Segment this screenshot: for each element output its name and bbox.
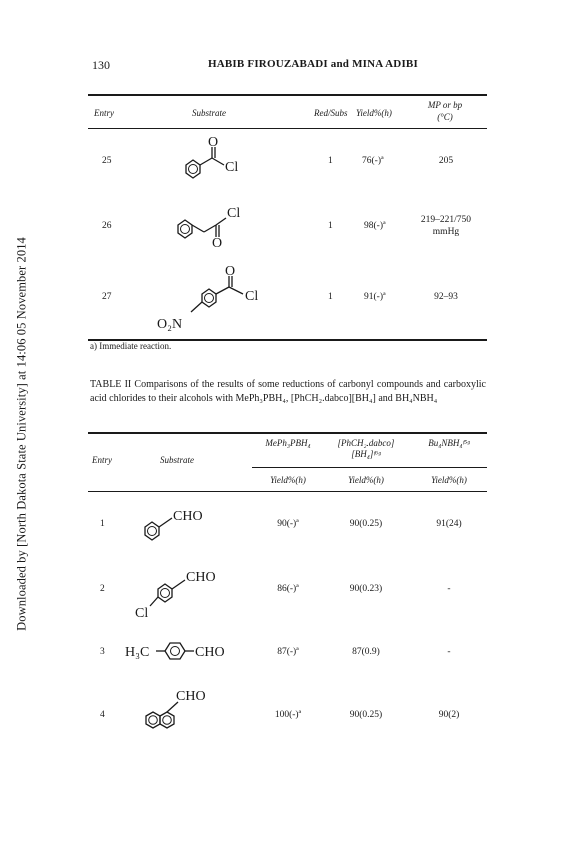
t2-subheader-3: Yield%(h) [431,475,467,485]
t1-row25-entry: 25 [102,156,112,166]
t2-row1-yield2: 90(0.25) [349,519,383,529]
t1-header-mp: MP or bp [427,100,463,110]
t2-header-col2b: [BH₄]ᶠ⁶ᵍ [351,449,381,459]
tolualdehyde-structure [125,638,250,668]
t1-row27-oxygen-label: O [225,264,236,279]
t2-row3-entry: 3 [100,647,105,657]
t2-row3-yield3: - [447,647,451,657]
t1-row25-mp: 205 [438,156,454,166]
t2-row3-h3c-label: H₃C [125,645,150,660]
t2-row2-yield2: 90(0.23) [349,584,383,594]
t1-row26-ratio: 1 [328,221,333,231]
page-number: 130 [92,58,110,72]
t2-row1-cho-label: CHO [173,509,203,524]
t2-subheader-1: Yield%(h) [270,475,306,485]
t2-row2-cl-label: Cl [135,606,149,621]
t1-header-mp-unit: (°C) [437,112,453,122]
t2-header-substrate: Substrate [160,455,195,465]
t1-row25-oxygen-label: O [208,135,219,150]
t1-header-yield: Yield%(h) [356,108,392,118]
t2-header-col1: MePh₃PBH₄ [265,438,311,448]
t1-row27-ratio: 1 [328,292,333,302]
t2-row1-yield1: 90(-)ª [277,519,299,529]
t1-footnote: a) Immediate reaction. [90,341,172,351]
table2-top-rule [88,432,487,434]
t2-row3-cho-label: CHO [195,645,225,660]
t2-header-col3: Bu₄NBH₄ᶠ⁵ᵍ [428,438,470,448]
table1-top-rule [88,94,487,96]
benzaldehyde-structure [140,500,250,550]
t2-row4-yield3: 90(2) [438,710,460,720]
naphthaldehyde-structure [140,686,250,736]
chlorobenzaldehyde-structure [130,562,250,622]
t2-row2-yield1: 86(-)ª [277,584,299,594]
t1-row26-entry: 26 [102,221,112,231]
t2-row4-cho-label: CHO [176,689,206,704]
t1-header-substrate: Substrate [192,108,227,118]
t1-row27-entry: 27 [102,292,112,302]
t1-row26-cl-label: Cl [227,206,241,221]
t2-row3-yield1: 87(-)ª [277,647,299,657]
t1-row26-bp: 219–221/750 [420,215,472,225]
t2-row3-yield2: 87(0.9) [352,647,380,657]
download-notice-text: Downloaded by [North Dakota State University] at 14:06 05 November 2014 [14,237,29,631]
t1-row26-oxygen-label: O [212,236,223,251]
t2-row4-yield1: 100(-)ª [274,710,302,720]
running-head: HABIB FIROUZABADI and MINA ADIBI [208,58,418,70]
phenylacetyl-chloride-structure [170,200,270,250]
t1-row25-yield: 76(-)ª [362,156,384,166]
t1-row27-yield: 91(-)ª [364,292,386,302]
t1-row27-mp: 92–93 [434,292,458,302]
table1-header-rule [88,128,487,129]
t1-row25-cl-label: Cl [225,160,239,175]
t2-header-col2a: [PhCH₂.dabco] [337,438,395,448]
t2-row2-cho-label: CHO [186,570,216,585]
t2-row2-entry: 2 [100,584,105,594]
t1-row27-cl-label: Cl [245,289,259,304]
t2-subheader-2: Yield%(h) [348,475,384,485]
t2-row4-yield2: 90(0.25) [349,710,383,720]
t1-row26-bp-unit: mmHg [432,227,460,237]
benzoyl-chloride-structure [170,135,260,188]
download-notice [0,0,40,868]
table2-subheader-rule [252,467,487,468]
t1-row25-ratio: 1 [328,156,333,166]
t2-row1-yield3: 91(24) [436,519,462,529]
table2-header-rule [88,491,487,492]
table2-caption: TABLE II Comparisons of the results of some reductions of carbonyl compounds and carboxylic acid chlorides to their alcohols with MePh₃PBH₄, [PhCH₂.dabco][BH₄] and BH₄NBH₄ [90,379,486,404]
t1-header-entry: Entry [94,108,114,118]
t1-header-ratio: Red/Subs [314,108,348,118]
t2-row1-entry: 1 [100,519,105,529]
t2-row4-entry: 4 [100,710,105,720]
t2-header-entry: Entry [92,455,112,465]
t1-row27-nitro-label: O₂N [157,317,183,332]
nitrobenzoyl-chloride-structure [155,262,280,337]
t2-row2-yield3: - [447,584,451,594]
t1-row26-yield: 98(-)ª [364,221,386,231]
